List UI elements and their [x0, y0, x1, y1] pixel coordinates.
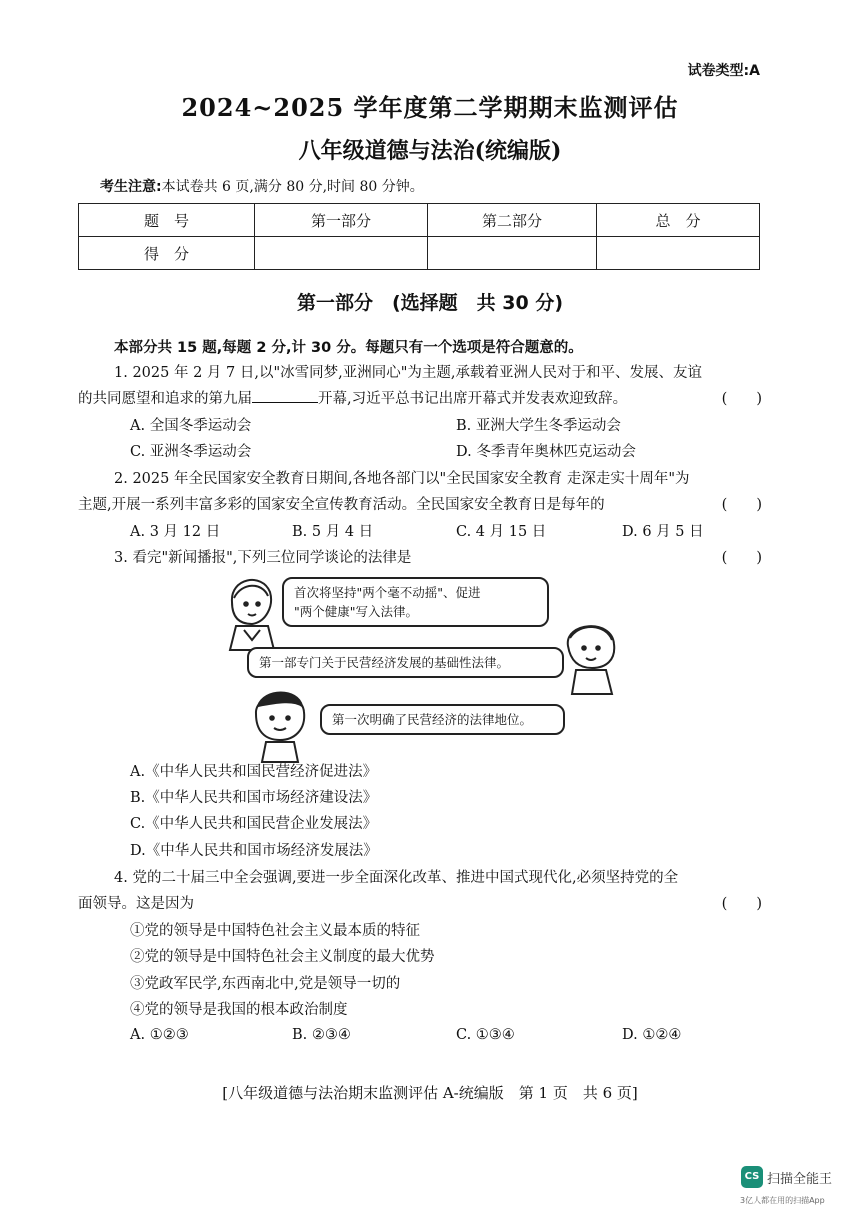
q2-option-b[interactable]: B. 5 月 4 日 — [292, 524, 374, 540]
speech-bubble-3-text: 第一次明确了民营经济的法律地位。 — [332, 712, 533, 727]
camscanner-slogan: 3亿人都在用的扫描App — [740, 1196, 825, 1205]
girl-left-illustration — [230, 580, 274, 650]
score-row-label: 得 分 — [79, 237, 255, 270]
speech-bubble-1-line2: "两个健康"写入法律。 — [294, 604, 418, 619]
score-cell-total[interactable] — [597, 237, 760, 270]
q2-answer-paren[interactable]: ( ) — [721, 497, 762, 513]
camscanner-name: 扫描全能王 — [767, 1172, 833, 1187]
section1-instruction: 本部分共 15 题,每题 2 分,计 30 分。每题只有一个选项是符合题意的。 — [114, 340, 583, 356]
q2-option-c[interactable]: C. 4 月 15 日 — [456, 524, 547, 540]
q2-option-a[interactable]: A. 3 月 12 日 — [130, 524, 221, 540]
q4-option-b[interactable]: B. ②③④ — [292, 1027, 351, 1043]
q4-option-c[interactable]: C. ①③④ — [456, 1027, 515, 1043]
q1-stem-line1: 1. 2025 年 2 月 7 日,以"冰雪同梦,亚洲同心"为主题,承载着亚洲人民对于和平、发展、友谊 — [114, 365, 703, 381]
q3-answer-paren[interactable]: ( ) — [721, 550, 762, 566]
exam-title: 2024~2025 学年度第二学期期末监测评估 — [181, 93, 679, 122]
score-header-item: 题 号 — [79, 204, 255, 237]
page-footer: [八年级道德与法治期末监测评估 A-统编版 第 1 页 共 6 页] — [222, 1084, 638, 1102]
q4-statement-2: ②党的领导是中国特色社会主义制度的最大优势 — [130, 949, 435, 965]
q2-option-d[interactable]: D. 6 月 5 日 — [622, 524, 704, 540]
boy-illustration — [248, 684, 318, 764]
score-table-header-row — [79, 204, 760, 237]
q1-answer-paren[interactable]: ( ) — [721, 391, 762, 407]
speech-bubble-2 — [247, 647, 564, 678]
q4-stem-line1: 4. 党的二十届三中全会强调,要进一步全面深化改革、推进中国式现代化,必须坚持党的全 — [114, 870, 679, 886]
score-table-score-row — [79, 237, 760, 270]
q4-option-d[interactable]: D. ①②④ — [622, 1027, 682, 1043]
section1-title: 第一部分 (选择题 共 30 分) — [296, 292, 564, 314]
q2-stem-line2: 主题,开展一系列丰富多彩的国家安全宣传教育活动。全民国家安全教育日是每年的 — [78, 497, 605, 513]
notice-text: 本试卷共 6 页,满分 80 分,时间 80 分钟。 — [161, 179, 424, 195]
q3-option-c[interactable]: C.《中华人民共和国民营企业发展法》 — [130, 816, 378, 832]
score-header-total: 总 分 — [597, 204, 760, 237]
q3-option-a[interactable]: A.《中华人民共和国民营经济促进法》 — [130, 764, 378, 780]
exam-notice — [100, 176, 424, 196]
score-header-part1: 第一部分 — [255, 204, 428, 237]
paper-type-label: 试卷类型:A — [687, 63, 760, 79]
speech-bubble-3 — [320, 704, 565, 735]
q1-stem-line2 — [78, 387, 627, 408]
notice-label: 考生注意: — [100, 179, 162, 195]
q1-answer-blank[interactable] — [252, 390, 318, 403]
score-header-part2: 第二部分 — [428, 204, 597, 237]
score-cell-part2[interactable] — [428, 237, 597, 270]
q2-stem-line1: 2. 2025 年全民国家安全教育日期间,各地各部门以"全民国家安全教育 走深走实十周年"为 — [114, 471, 690, 487]
exam-subtitle: 八年级道德与法治(统编版) — [298, 138, 562, 164]
q1-option-b[interactable]: B. 亚洲大学生冬季运动会 — [456, 418, 621, 434]
speech-bubble-1-line1: 首次将坚持"两个毫不动摇"、促进 — [294, 585, 481, 600]
q1-option-c[interactable]: C. 亚洲冬季运动会 — [130, 444, 252, 460]
q3-stem: 3. 看完"新闻播报",下列三位同学谈论的法律是 — [114, 550, 412, 566]
score-table — [78, 203, 760, 270]
girl-right-illustration — [562, 616, 622, 696]
q4-stem-line2: 面领导。这是因为 — [78, 896, 194, 912]
q4-statement-4: ④党的领导是我国的根本政治制度 — [130, 1002, 348, 1018]
score-cell-part1[interactable] — [255, 237, 428, 270]
q4-statement-1: ①党的领导是中国特色社会主义最本质的特征 — [130, 923, 420, 939]
speech-bubble-2-text: 第一部专门关于民营经济发展的基础性法律。 — [259, 655, 510, 670]
speech-bubble-1 — [282, 577, 549, 627]
q1-option-a[interactable]: A. 全国冬季运动会 — [130, 418, 252, 434]
q4-answer-paren[interactable]: ( ) — [721, 896, 762, 912]
q1-stem-line2b: 开幕,习近平总书记出席开幕式并发表欢迎致辞。 — [318, 391, 628, 407]
q4-statement-3: ③党政军民学,东西南北中,党是领导一切的 — [130, 976, 401, 992]
q3-option-d[interactable]: D.《中华人民共和国市场经济发展法》 — [130, 843, 378, 859]
q3-option-b[interactable]: B.《中华人民共和国市场经济建设法》 — [130, 790, 378, 806]
q1-option-d[interactable]: D. 冬季青年奥林匹克运动会 — [456, 444, 636, 460]
q4-option-a[interactable]: A. ①②③ — [130, 1027, 189, 1043]
q1-stem-line2a: 的共同愿望和追求的第九届 — [78, 391, 252, 407]
camscanner-logo-icon: CS — [741, 1166, 763, 1188]
